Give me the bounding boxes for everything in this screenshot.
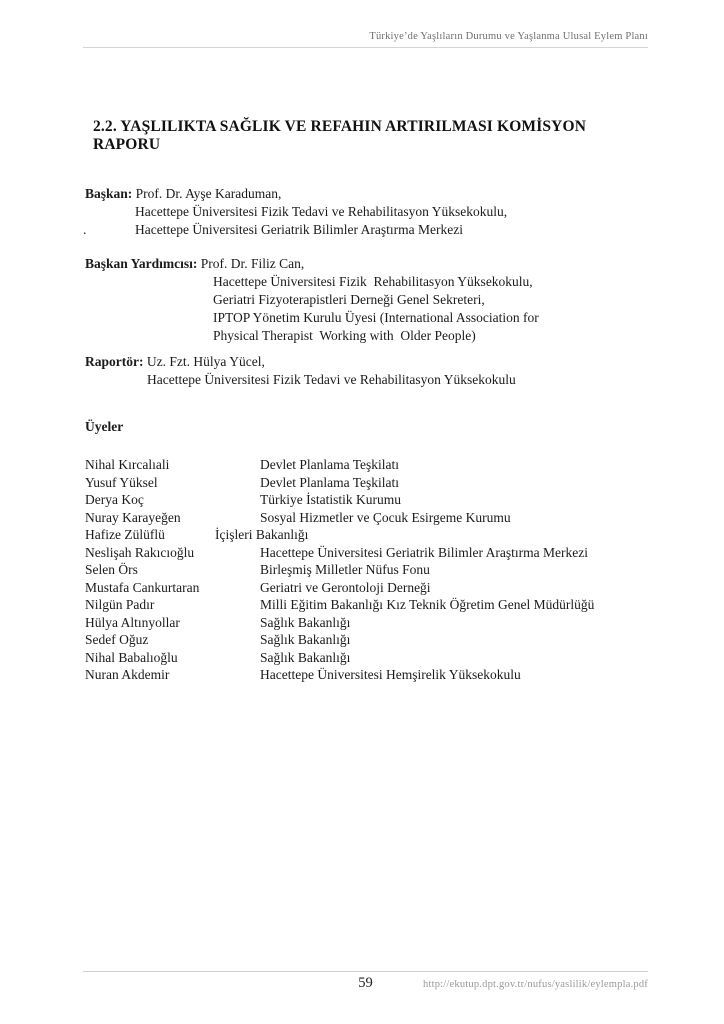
member-name: Hafize Zülüflü <box>85 527 165 542</box>
footer-rule <box>83 971 648 972</box>
header-rule <box>83 47 648 48</box>
vice-chair-affiliation-1: Hacettepe Üniversitesi Fizik Rehabilitasyon Yüksekokulu, <box>213 274 533 289</box>
member-org: Devlet Planlama Teşkilatı <box>260 457 400 472</box>
member-org: Sosyal Hizmetler ve Çocuk Esirgeme Kurumu <box>260 509 511 525</box>
member-row <box>85 614 655 632</box>
chair-section <box>85 185 507 239</box>
member-row <box>85 561 655 579</box>
members-heading: Üyeler <box>85 419 124 434</box>
vice-chair-affiliation-3: IPTOP Yönetim Kurulu Üyesi (International Association for <box>213 310 539 325</box>
member-org: Milli Eğitim Bakanlığı Kız Teknik Öğretim Genel Müdürlüğü <box>260 597 595 612</box>
member-row <box>85 579 655 597</box>
member-name: Mustafa Cankurtaran <box>85 579 200 595</box>
member-org: Sağlık Bakanlığı <box>260 614 351 630</box>
member-row <box>85 509 655 527</box>
member-row <box>85 491 655 509</box>
member-org: Devlet Planlama Teşkilatı <box>260 474 400 490</box>
member-org: Geriatri ve Gerontoloji Derneği <box>260 579 431 595</box>
member-name: Neslişah Rakıcıoğlu <box>85 544 195 560</box>
member-row <box>85 631 655 649</box>
chair-name: Prof. Dr. Ayşe Karaduman, <box>135 186 282 201</box>
member-name: Nuray Karayeğen <box>85 509 181 525</box>
chair-label: Başkan: <box>85 186 133 201</box>
rapporteur-section <box>85 353 516 389</box>
member-org: Hacettepe Üniversitesi Hemşirelik Yüksekokulu <box>260 667 521 682</box>
running-header: Türkiye’de Yaşlıların Durumu ve Yaşlanma Ulusal Eylem Planı <box>369 31 648 42</box>
rapporteur-name: Uz. Fzt. Hülya Yücel, <box>146 354 265 369</box>
member-name: Nilgün Padır <box>85 597 155 612</box>
member-name: Sedef Oğuz <box>85 632 149 647</box>
member-row <box>85 526 655 544</box>
member-org: Türkiye İstatistik Kurumu <box>260 492 401 507</box>
chair-affiliation-2: Hacettepe Üniversitesi Geriatrik Bilimler Araştırma Merkezi <box>135 222 464 237</box>
member-org: Birleşmiş Milletler Nüfus Fonu <box>260 562 430 577</box>
vice-chair-affiliation-2: Geriatri Fizyoterapistleri Derneği Genel Sekreteri, <box>213 292 485 307</box>
stray-period: . <box>83 222 87 237</box>
rapporteur-label: Raportör: <box>85 354 144 369</box>
vice-chair-section <box>85 255 539 345</box>
member-row <box>85 649 655 667</box>
member-name: Yusuf Yüksel <box>85 474 158 490</box>
member-row <box>85 666 655 684</box>
page-title: 2.2. YAŞLILIKTA SAĞLIK VE REFAHIN ARTIRILMASI KOMİSYON RAPORU <box>93 118 587 153</box>
vice-chair-label: Başkan Yardımcısı: <box>85 256 198 271</box>
vice-chair-name: Prof. Dr. Filiz Can, <box>200 256 305 271</box>
member-org: Sağlık Bakanlığı <box>260 649 351 665</box>
vice-chair-affiliation-4: Physical Therapist Working with Older People) <box>213 328 476 343</box>
member-name: Derya Koç <box>85 492 144 507</box>
member-name: Nihal Kırcalıali <box>85 457 170 472</box>
member-name: Nuran Akdemir <box>85 667 170 682</box>
member-row <box>85 456 655 474</box>
member-name: Selen Örs <box>85 562 138 577</box>
member-org: İçişleri Bakanlığı <box>215 527 309 542</box>
members-list <box>85 456 655 684</box>
member-row <box>85 544 655 562</box>
page-number: 59 <box>358 975 373 991</box>
chair-affiliation-1: Hacettepe Üniversitesi Fizik Tedavi ve Rehabilitasyon Yüksekokulu, <box>135 204 508 219</box>
footer-url: http://ekutup.dpt.gov.tr/nufus/yaslilik/eylempla.pdf <box>423 979 648 990</box>
member-row <box>85 474 655 492</box>
rapporteur-affiliation: Hacettepe Üniversitesi Fizik Tedavi ve Rehabilitasyon Yüksekokulu <box>147 372 516 387</box>
member-name: Nihal Babalıoğlu <box>85 649 178 665</box>
member-org: Hacettepe Üniversitesi Geriatrik Bilimler Araştırma Merkezi <box>260 544 589 560</box>
member-row <box>85 596 655 614</box>
member-name: Hülya Altınyollar <box>85 614 180 630</box>
member-org: Sağlık Bakanlığı <box>260 632 351 647</box>
